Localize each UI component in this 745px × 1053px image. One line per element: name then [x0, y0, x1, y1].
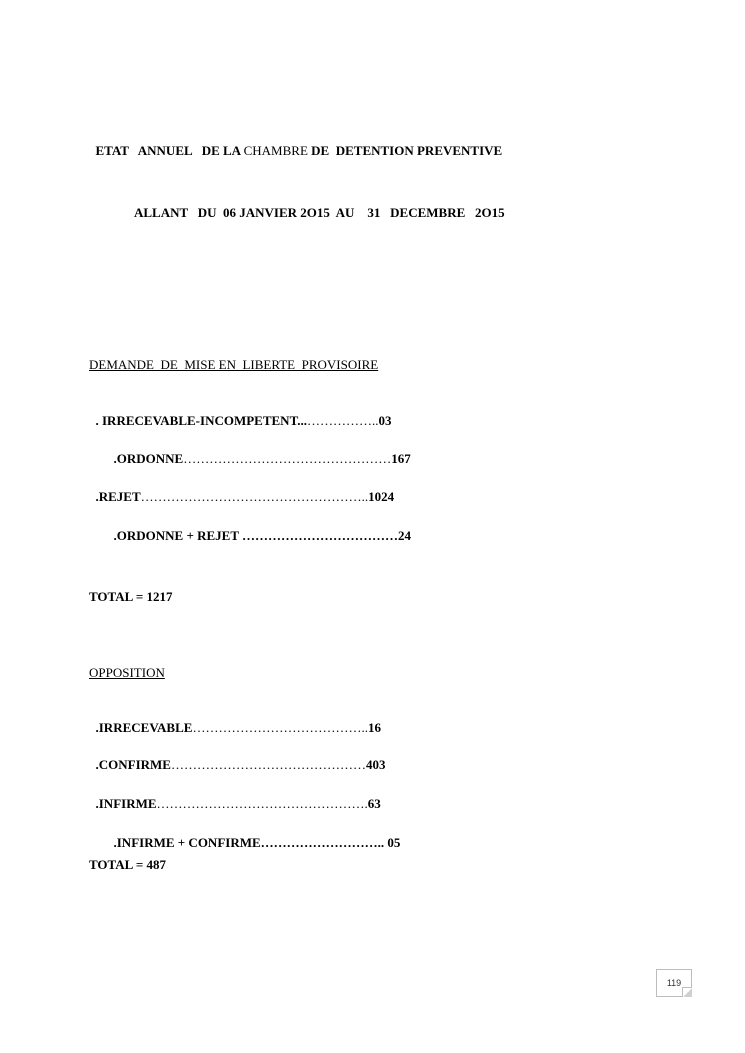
item-value: 167 — [391, 451, 411, 466]
item-value: 16 — [367, 720, 381, 735]
title-part-3: DE DETENTION PREVENTIVE — [307, 143, 503, 158]
item-label: .ORDONNE — [113, 451, 184, 466]
item-label: .CONFIRME — [95, 757, 171, 772]
list-item-infirme — [89, 780, 381, 812]
section-heading-liberte-provisoire: DEMANDE DE MISE EN LIBERTE PROVISOIRE — [89, 357, 379, 372]
item-dots: ……………………….. — [260, 835, 388, 850]
item-label: .INFIRME + CONFIRME — [113, 835, 261, 850]
list-item-infirme-confirme — [107, 819, 400, 851]
item-dots: ……………………………………… — [170, 757, 366, 772]
document-title — [89, 127, 502, 159]
item-value: 05 — [387, 835, 401, 850]
page-curl-icon — [682, 987, 692, 997]
item-label: .INFIRME — [95, 796, 157, 811]
item-value: 403 — [365, 757, 386, 772]
item-value: 24 — [398, 528, 412, 543]
item-label: .ORDONNE + REJET — [113, 528, 243, 543]
title-part-1: ETAT ANNUEL DE LA — [95, 143, 244, 158]
list-item-ordonne-rejet — [107, 512, 411, 544]
title-part-2: CHAMBRE — [243, 143, 308, 158]
item-value: 03 — [378, 413, 392, 428]
document-period: ALLANT DU 06 JANVIER 2O15 AU 31 DECEMBRE 2O15 — [134, 205, 505, 220]
item-dots: ………………………………….. — [192, 720, 368, 735]
item-dots: ………………………………………… — [183, 451, 392, 466]
section-heading-opposition: OPPOSITION — [89, 665, 165, 680]
list-item-confirme — [89, 741, 385, 773]
page-number-badge — [656, 969, 692, 997]
item-dots: …………………………………………….. — [140, 489, 369, 504]
item-value: 63 — [367, 796, 381, 811]
list-item-irrecevable-incompetent — [89, 397, 392, 429]
page-number: 119 — [666, 978, 682, 988]
item-label: .IRRECEVABLE — [95, 720, 193, 735]
list-item-ordonne — [107, 435, 411, 467]
list-item-irrecevable — [89, 704, 381, 736]
section-total-2: TOTAL = 487 — [89, 857, 167, 872]
item-label: .REJET — [95, 489, 141, 504]
section-total-1: TOTAL = 1217 — [89, 589, 173, 604]
item-dots: …………….. — [307, 413, 379, 428]
item-label: . IRRECEVABLE-INCOMPETENT... — [95, 413, 308, 428]
item-dots: ……………………………… — [242, 528, 399, 543]
list-item-rejet — [89, 473, 394, 505]
item-dots: …………………………………………. — [156, 796, 368, 811]
item-value: 1024 — [368, 489, 395, 504]
